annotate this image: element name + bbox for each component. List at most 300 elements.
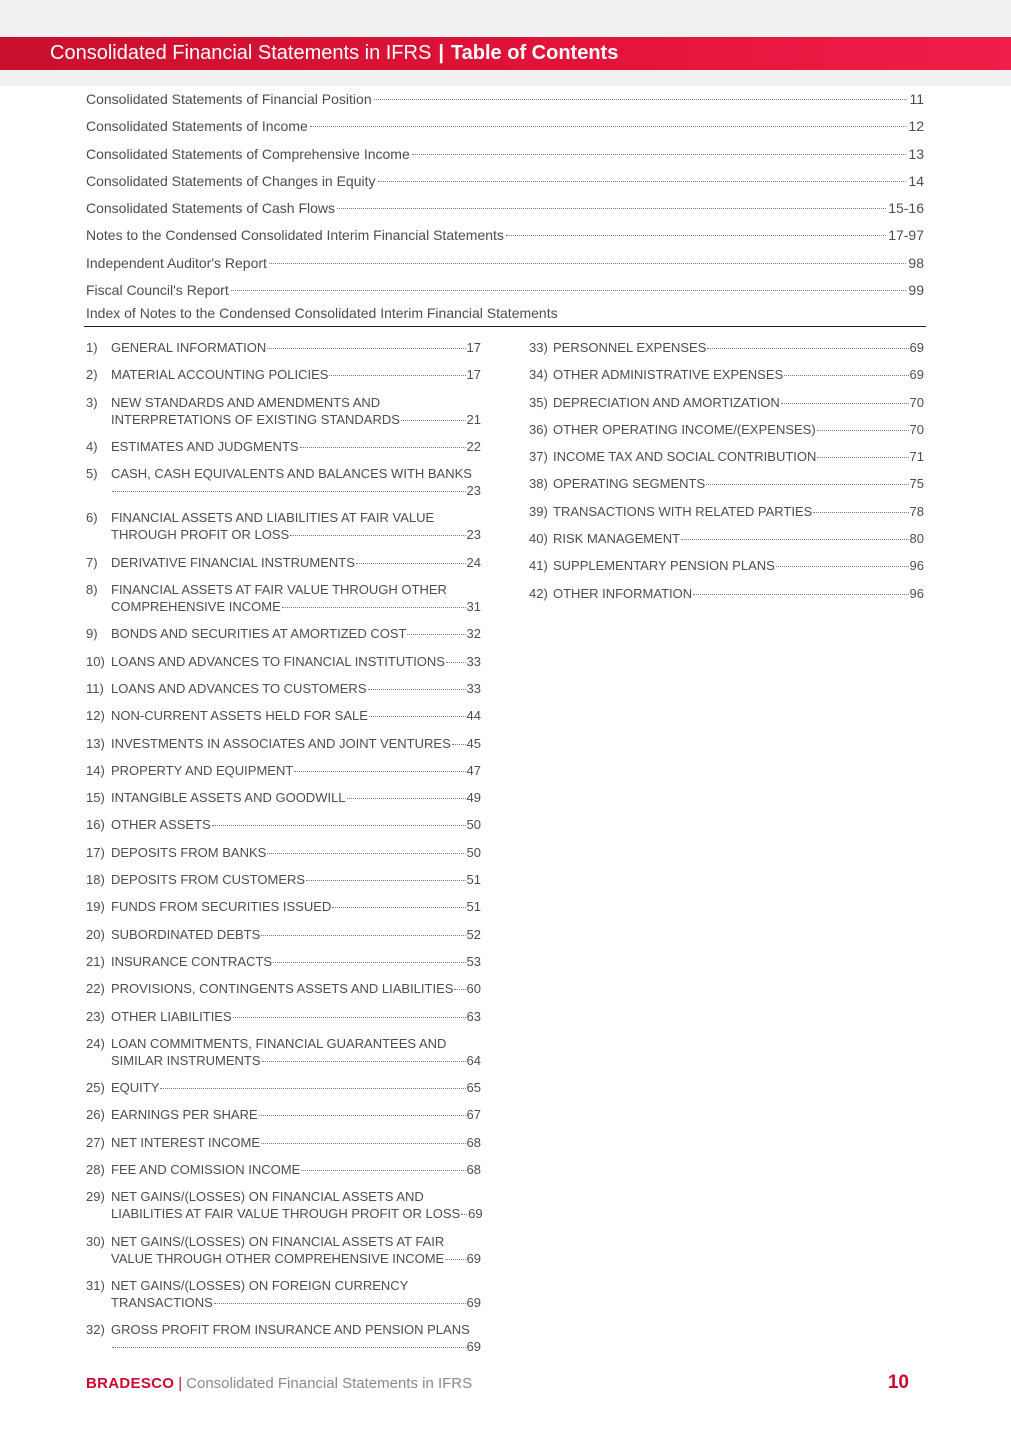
note-body bbox=[111, 1277, 481, 1311]
note-title-line: INTERPRETATIONS OF EXISTING STANDARDS bbox=[111, 411, 400, 427]
note-body bbox=[111, 789, 481, 806]
note-entry[interactable] bbox=[86, 625, 481, 642]
note-title-line: DEPOSITS FROM CUSTOMERS bbox=[111, 872, 306, 888]
dot-leader bbox=[259, 1115, 466, 1116]
dot-leader bbox=[112, 1347, 466, 1348]
note-body bbox=[553, 339, 924, 356]
note-number: 36) bbox=[529, 421, 548, 437]
note-entry[interactable] bbox=[86, 762, 481, 779]
note-entry[interactable] bbox=[86, 554, 481, 571]
note-entry[interactable] bbox=[529, 557, 924, 574]
table-of-contents bbox=[86, 88, 924, 306]
note-body bbox=[111, 1035, 481, 1069]
note-title-line: THROUGH PROFIT OR LOSS bbox=[111, 527, 290, 543]
note-number: 40) bbox=[529, 531, 548, 547]
note-title-line: SUPPLEMENTARY PENSION PLANS bbox=[553, 558, 775, 574]
toc-entry-title: Fiscal Council's Report bbox=[86, 282, 229, 299]
note-title-line: BONDS AND SECURITIES AT AMORTIZED COST bbox=[111, 626, 407, 642]
note-title-last-line bbox=[111, 898, 481, 915]
note-page: 31 bbox=[466, 599, 481, 615]
toc-entry[interactable] bbox=[86, 279, 924, 306]
note-title-last-line bbox=[111, 871, 481, 888]
note-page: 51 bbox=[466, 899, 481, 915]
note-number: 26) bbox=[86, 1107, 105, 1123]
note-title-last-line bbox=[553, 421, 924, 438]
note-title-line: SUBORDINATED DEBTS bbox=[111, 926, 261, 942]
toc-entry-page: 14 bbox=[908, 172, 924, 189]
note-page: 80 bbox=[909, 531, 924, 547]
note-entry[interactable] bbox=[86, 1161, 481, 1178]
note-number: 21) bbox=[86, 953, 105, 969]
note-number: 9) bbox=[86, 626, 98, 642]
note-body bbox=[111, 339, 481, 356]
dot-leader bbox=[214, 1303, 466, 1304]
footer-separator: | bbox=[178, 1375, 183, 1392]
toc-entry-page: 17-97 bbox=[888, 227, 924, 244]
note-title-line: FINANCIAL ASSETS AND LIABILITIES AT FAIR VALUE bbox=[111, 510, 435, 526]
note-number: 38) bbox=[529, 476, 548, 492]
note-entry[interactable] bbox=[86, 953, 481, 970]
note-page: 70 bbox=[909, 394, 924, 410]
note-title-line: OTHER LIABILITIES bbox=[111, 1008, 232, 1024]
note-page: 63 bbox=[466, 1008, 481, 1024]
toc-entry-page: 12 bbox=[908, 118, 924, 135]
note-number: 1) bbox=[86, 340, 98, 355]
note-page: 53 bbox=[466, 953, 481, 969]
note-title-line: NON-CURRENT ASSETS HELD FOR SALE bbox=[111, 708, 368, 724]
note-page: 24 bbox=[466, 554, 481, 570]
note-title-line: RISK MANAGEMENT bbox=[553, 531, 681, 547]
toc-entry-title: Consolidated Statements of Financial Position bbox=[86, 91, 372, 107]
dot-leader bbox=[273, 962, 465, 963]
note-entry[interactable] bbox=[86, 653, 481, 670]
note-title-last-line bbox=[111, 816, 481, 833]
note-body bbox=[111, 465, 481, 499]
note-title-line: MATERIAL ACCOUNTING POLICIES bbox=[111, 367, 329, 383]
dot-leader bbox=[378, 181, 907, 182]
note-title-last-line bbox=[553, 557, 924, 574]
toc-entry-title: Consolidated Statements of Comprehensive Income bbox=[86, 145, 410, 162]
note-number: 19) bbox=[86, 899, 105, 915]
note-entry[interactable] bbox=[86, 339, 481, 356]
note-page: 17 bbox=[466, 367, 481, 383]
note-entry[interactable] bbox=[86, 1079, 481, 1096]
note-number: 32) bbox=[86, 1322, 105, 1338]
note-body bbox=[111, 762, 481, 779]
toc-entry[interactable] bbox=[86, 88, 924, 115]
note-entry[interactable] bbox=[86, 366, 481, 383]
note-title-line: PROVISIONS, CONTINGENTS ASSETS AND LIABILITIES bbox=[111, 981, 454, 997]
note-page: 68 bbox=[466, 1134, 481, 1150]
toc-entry-title: Notes to the Condensed Consolidated Interim Financial Statements bbox=[86, 227, 504, 244]
note-title-line: FEE AND COMISSION INCOME bbox=[111, 1162, 301, 1178]
note-title-line: NET GAINS/(LOSSES) ON FINANCIAL ASSETS AND bbox=[111, 1189, 424, 1205]
note-number: 12) bbox=[86, 708, 105, 724]
note-number: 23) bbox=[86, 1008, 105, 1024]
header-bar bbox=[0, 37, 1011, 70]
note-number: 33) bbox=[529, 340, 548, 355]
note-title-last-line bbox=[111, 1161, 481, 1178]
note-title-line: LIABILITIES AT FAIR VALUE THROUGH PROFIT OR LOSS bbox=[111, 1206, 461, 1222]
note-number: 29) bbox=[86, 1189, 105, 1205]
note-number: 35) bbox=[529, 394, 548, 410]
dot-leader bbox=[301, 1170, 465, 1171]
note-title-last-line bbox=[111, 411, 481, 428]
note-page: 64 bbox=[466, 1052, 481, 1068]
note-page: 23 bbox=[466, 527, 481, 543]
note-page: 23 bbox=[466, 483, 481, 499]
toc-entry[interactable] bbox=[86, 115, 924, 142]
note-page: 49 bbox=[466, 790, 481, 806]
toc-entry[interactable] bbox=[86, 224, 924, 251]
note-title-last-line bbox=[111, 438, 481, 455]
note-entry[interactable] bbox=[86, 707, 481, 724]
dot-leader bbox=[446, 662, 466, 663]
note-entry[interactable] bbox=[86, 898, 481, 915]
note-body bbox=[553, 557, 924, 574]
note-body bbox=[111, 366, 481, 383]
note-entry[interactable] bbox=[86, 509, 481, 543]
note-title-last-line bbox=[111, 980, 481, 997]
note-title-last-line bbox=[111, 926, 481, 943]
note-entry[interactable] bbox=[86, 1134, 481, 1151]
toc-entry-page: 98 bbox=[908, 254, 924, 271]
toc-entry[interactable] bbox=[86, 143, 924, 170]
note-number: 20) bbox=[86, 926, 105, 942]
note-page: 50 bbox=[466, 844, 481, 860]
note-body bbox=[111, 1134, 481, 1151]
toc-entry[interactable] bbox=[86, 252, 924, 279]
note-entry[interactable] bbox=[86, 926, 481, 943]
note-title-last-line bbox=[553, 448, 924, 465]
note-title-last-line bbox=[553, 475, 924, 492]
note-entry[interactable] bbox=[86, 1277, 481, 1311]
dot-leader bbox=[813, 512, 908, 513]
note-body bbox=[111, 680, 481, 697]
note-title-last-line bbox=[111, 1079, 481, 1096]
notes-index-right-column bbox=[529, 339, 924, 612]
note-title-line: ESTIMATES AND JUDGMENTS bbox=[111, 438, 299, 454]
note-title-last-line bbox=[553, 366, 924, 383]
note-number: 41) bbox=[529, 558, 548, 574]
note-title-line: INVESTMENTS IN ASSOCIATES AND JOINT VENTURES bbox=[111, 735, 451, 751]
note-title-line: CASH, CASH EQUIVALENTS AND BALANCES WITH BANKS bbox=[111, 466, 472, 482]
note-title-line: NET GAINS/(LOSSES) ON FINANCIAL ASSETS AT FAIR bbox=[111, 1233, 445, 1249]
note-number: 27) bbox=[86, 1134, 105, 1150]
toc-entry[interactable] bbox=[86, 170, 924, 197]
note-number: 11) bbox=[86, 680, 104, 696]
dot-leader bbox=[233, 1017, 466, 1018]
note-page: 52 bbox=[466, 926, 481, 942]
note-entry[interactable] bbox=[86, 394, 481, 428]
dot-leader bbox=[784, 375, 908, 376]
note-title-line: PROPERTY AND EQUIPMENT bbox=[111, 762, 294, 778]
note-page: 78 bbox=[909, 503, 924, 519]
note-title-last-line bbox=[111, 762, 481, 779]
header-separator: | bbox=[438, 42, 444, 64]
note-number: 37) bbox=[529, 449, 548, 465]
note-body bbox=[553, 421, 924, 438]
note-title-line: NET GAINS/(LOSSES) ON FOREIGN CURRENCY bbox=[111, 1277, 409, 1293]
note-number: 16) bbox=[86, 817, 105, 833]
note-number: 8) bbox=[86, 582, 98, 598]
brand-logo-text: BRADESCO bbox=[86, 1375, 175, 1392]
toc-entry-title: Consolidated Statements of Changes in Equity bbox=[86, 172, 376, 189]
note-title-last-line bbox=[111, 844, 481, 861]
note-page: 60 bbox=[466, 981, 481, 997]
note-entry[interactable] bbox=[86, 1035, 481, 1069]
note-entry[interactable] bbox=[529, 530, 924, 547]
note-entry[interactable] bbox=[529, 585, 924, 602]
note-page: 69 bbox=[909, 340, 924, 355]
note-number: 24) bbox=[86, 1035, 105, 1051]
note-title-last-line bbox=[111, 1134, 481, 1151]
note-body bbox=[553, 503, 924, 520]
dot-leader bbox=[267, 348, 465, 349]
note-title-last-line bbox=[111, 625, 481, 642]
note-page: 33 bbox=[466, 653, 481, 669]
note-entry[interactable] bbox=[86, 680, 481, 697]
note-entry[interactable] bbox=[86, 844, 481, 861]
dot-leader bbox=[212, 825, 466, 826]
dot-leader bbox=[329, 375, 465, 376]
note-body bbox=[111, 625, 481, 642]
note-title-line: OTHER ASSETS bbox=[111, 817, 211, 833]
footer-brand bbox=[86, 1375, 472, 1392]
note-entry[interactable] bbox=[529, 503, 924, 520]
dot-leader bbox=[461, 1214, 467, 1215]
note-title-line: OTHER INFORMATION bbox=[553, 585, 693, 601]
toc-entry-title: Consolidated Statements of Cash Flows bbox=[86, 200, 336, 217]
note-number: 5) bbox=[86, 466, 98, 482]
note-title-line: LOANS AND ADVANCES TO FINANCIAL INSTITUTIONS bbox=[111, 653, 445, 669]
note-page: 21 bbox=[466, 411, 481, 427]
note-title-last-line bbox=[111, 526, 481, 543]
note-body bbox=[111, 871, 481, 888]
note-number: 2) bbox=[86, 367, 98, 383]
note-page: 67 bbox=[466, 1107, 481, 1123]
note-title-last-line bbox=[553, 503, 924, 520]
note-entry[interactable] bbox=[86, 1008, 481, 1025]
dot-leader bbox=[817, 457, 908, 458]
note-title-last-line bbox=[111, 339, 481, 356]
note-entry[interactable] bbox=[86, 1106, 481, 1123]
note-body bbox=[111, 653, 481, 670]
note-entry[interactable] bbox=[529, 394, 924, 411]
note-title-last-line bbox=[111, 680, 481, 697]
note-page: 51 bbox=[466, 872, 481, 888]
note-entry[interactable] bbox=[86, 789, 481, 806]
note-entry[interactable] bbox=[529, 421, 924, 438]
note-title-last-line bbox=[111, 653, 481, 670]
note-page: 32 bbox=[466, 626, 481, 642]
note-number: 7) bbox=[86, 554, 98, 570]
toc-entry-page: 13 bbox=[908, 145, 924, 162]
note-number: 39) bbox=[529, 503, 548, 519]
note-title-last-line bbox=[111, 735, 481, 752]
note-title-line: INCOME TAX AND SOCIAL CONTRIBUTION bbox=[553, 449, 817, 465]
note-title-last-line bbox=[111, 598, 481, 615]
note-page: 69 bbox=[466, 1339, 481, 1355]
toc-entry-page: 15-16 bbox=[888, 200, 924, 217]
note-title-last-line bbox=[553, 339, 924, 356]
dot-leader bbox=[262, 1061, 466, 1062]
note-body bbox=[111, 816, 481, 833]
note-body bbox=[111, 554, 481, 571]
note-page: 17 bbox=[466, 340, 481, 355]
note-body bbox=[111, 735, 481, 752]
dot-leader bbox=[300, 447, 466, 448]
note-entry[interactable] bbox=[86, 735, 481, 752]
note-body bbox=[111, 844, 481, 861]
note-title-line: DEPRECIATION AND AMORTIZATION bbox=[553, 394, 780, 410]
note-page: 65 bbox=[466, 1080, 481, 1096]
note-body bbox=[111, 509, 481, 543]
note-body bbox=[111, 1188, 483, 1222]
dot-leader bbox=[337, 208, 886, 209]
dot-leader bbox=[374, 99, 908, 100]
dot-leader bbox=[231, 290, 907, 291]
note-title-line: TRANSACTIONS WITH RELATED PARTIES bbox=[553, 503, 813, 519]
header-subtitle: Table of Contents bbox=[450, 42, 619, 64]
note-entry[interactable] bbox=[86, 438, 481, 455]
note-body bbox=[553, 448, 924, 465]
dot-leader bbox=[261, 935, 465, 936]
dot-leader bbox=[347, 798, 466, 799]
dot-leader bbox=[681, 539, 908, 540]
note-title-last-line bbox=[553, 394, 924, 411]
note-body bbox=[111, 1233, 481, 1267]
note-title-line: LOANS AND ADVANCES TO CUSTOMERS bbox=[111, 680, 367, 696]
note-title-last-line bbox=[111, 1106, 481, 1123]
note-entry[interactable] bbox=[86, 871, 481, 888]
note-body bbox=[111, 1008, 481, 1025]
note-number: 17) bbox=[86, 844, 105, 860]
note-entry[interactable] bbox=[86, 1233, 481, 1267]
note-page: 22 bbox=[466, 438, 481, 454]
note-number: 42) bbox=[529, 585, 548, 601]
dot-leader bbox=[452, 744, 466, 745]
note-title-last-line bbox=[111, 1052, 481, 1069]
dot-leader bbox=[506, 235, 886, 236]
note-title-line: FUNDS FROM SECURITIES ISSUED bbox=[111, 899, 332, 915]
note-entry[interactable] bbox=[86, 581, 481, 615]
note-page: 70 bbox=[909, 421, 924, 437]
note-page: 75 bbox=[909, 476, 924, 492]
note-entry[interactable] bbox=[86, 980, 481, 997]
dot-leader bbox=[781, 403, 909, 404]
note-entry[interactable] bbox=[86, 816, 481, 833]
note-title-line: GENERAL INFORMATION bbox=[111, 340, 267, 355]
note-page: 47 bbox=[466, 762, 481, 778]
note-title-line: OPERATING SEGMENTS bbox=[553, 476, 706, 492]
note-title-last-line bbox=[111, 707, 481, 724]
note-body bbox=[111, 1106, 481, 1123]
note-title-last-line bbox=[111, 1250, 481, 1267]
note-title-line: COMPREHENSIVE INCOME bbox=[111, 599, 281, 615]
note-number: 25) bbox=[86, 1080, 105, 1096]
dot-leader bbox=[267, 853, 465, 854]
note-body bbox=[553, 366, 924, 383]
note-title-last-line bbox=[111, 554, 481, 571]
note-title-line: EARNINGS PER SHARE bbox=[111, 1107, 258, 1123]
note-entry[interactable] bbox=[86, 465, 481, 499]
note-body bbox=[111, 581, 481, 615]
footer-doc-title: Consolidated Financial Statements in IFRS bbox=[186, 1375, 473, 1392]
dot-leader bbox=[706, 484, 908, 485]
note-body bbox=[553, 530, 924, 547]
note-page: 69 bbox=[468, 1206, 483, 1222]
note-body bbox=[111, 1321, 481, 1355]
dot-leader bbox=[290, 535, 465, 536]
dot-leader bbox=[693, 594, 908, 595]
note-body bbox=[111, 1079, 481, 1096]
note-title-line: NEW STANDARDS AND AMENDMENTS AND bbox=[111, 394, 381, 410]
note-title-line: TRANSACTIONS bbox=[111, 1294, 213, 1310]
note-page: 44 bbox=[466, 708, 481, 724]
note-title-last-line bbox=[111, 366, 481, 383]
note-body bbox=[553, 585, 924, 602]
note-body bbox=[553, 394, 924, 411]
note-body bbox=[111, 438, 481, 455]
note-number: 10) bbox=[86, 653, 105, 669]
dot-leader bbox=[401, 420, 466, 421]
note-number: 31) bbox=[86, 1277, 105, 1293]
note-body bbox=[553, 475, 924, 492]
note-body bbox=[111, 953, 481, 970]
note-entry[interactable] bbox=[86, 1321, 481, 1355]
note-page: 96 bbox=[909, 585, 924, 601]
note-number: 4) bbox=[86, 438, 98, 454]
note-number: 22) bbox=[86, 981, 105, 997]
toc-entry-title: Consolidated Statements of Income bbox=[86, 118, 308, 135]
note-page: 45 bbox=[466, 735, 481, 751]
note-entry[interactable] bbox=[86, 1188, 481, 1222]
note-title-last-line bbox=[111, 789, 481, 806]
note-title-line: EQUITY bbox=[111, 1080, 160, 1096]
note-number: 34) bbox=[529, 367, 548, 383]
dot-leader bbox=[282, 607, 466, 608]
dot-leader bbox=[112, 491, 466, 492]
note-title-line: FINANCIAL ASSETS AT FAIR VALUE THROUGH OTHER bbox=[111, 582, 447, 598]
note-number: 14) bbox=[86, 762, 105, 778]
note-title-line: PERSONNEL EXPENSES bbox=[553, 340, 707, 355]
note-body bbox=[111, 394, 481, 428]
note-body bbox=[111, 707, 481, 724]
dot-leader bbox=[269, 263, 907, 264]
note-entry[interactable] bbox=[529, 339, 924, 356]
toc-entry[interactable] bbox=[86, 197, 924, 224]
note-title-line: DEPOSITS FROM BANKS bbox=[111, 844, 267, 860]
dot-leader bbox=[356, 563, 466, 564]
note-title-line: INTANGIBLE ASSETS AND GOODWILL bbox=[111, 790, 346, 806]
note-title-last-line bbox=[111, 482, 481, 499]
note-title-line: INSURANCE CONTRACTS bbox=[111, 953, 273, 969]
toc-entry-page: 99 bbox=[908, 282, 924, 299]
dot-leader bbox=[817, 430, 909, 431]
dot-leader bbox=[310, 126, 907, 127]
note-page: 69 bbox=[466, 1294, 481, 1310]
note-title-last-line bbox=[111, 1294, 481, 1311]
note-title-last-line bbox=[111, 1205, 483, 1222]
note-entry[interactable] bbox=[529, 366, 924, 383]
note-body bbox=[111, 980, 481, 997]
note-entry[interactable] bbox=[529, 448, 924, 465]
note-number: 18) bbox=[86, 872, 105, 888]
note-entry[interactable] bbox=[529, 475, 924, 492]
note-page: 69 bbox=[909, 367, 924, 383]
notes-index-left-column bbox=[86, 339, 481, 1366]
